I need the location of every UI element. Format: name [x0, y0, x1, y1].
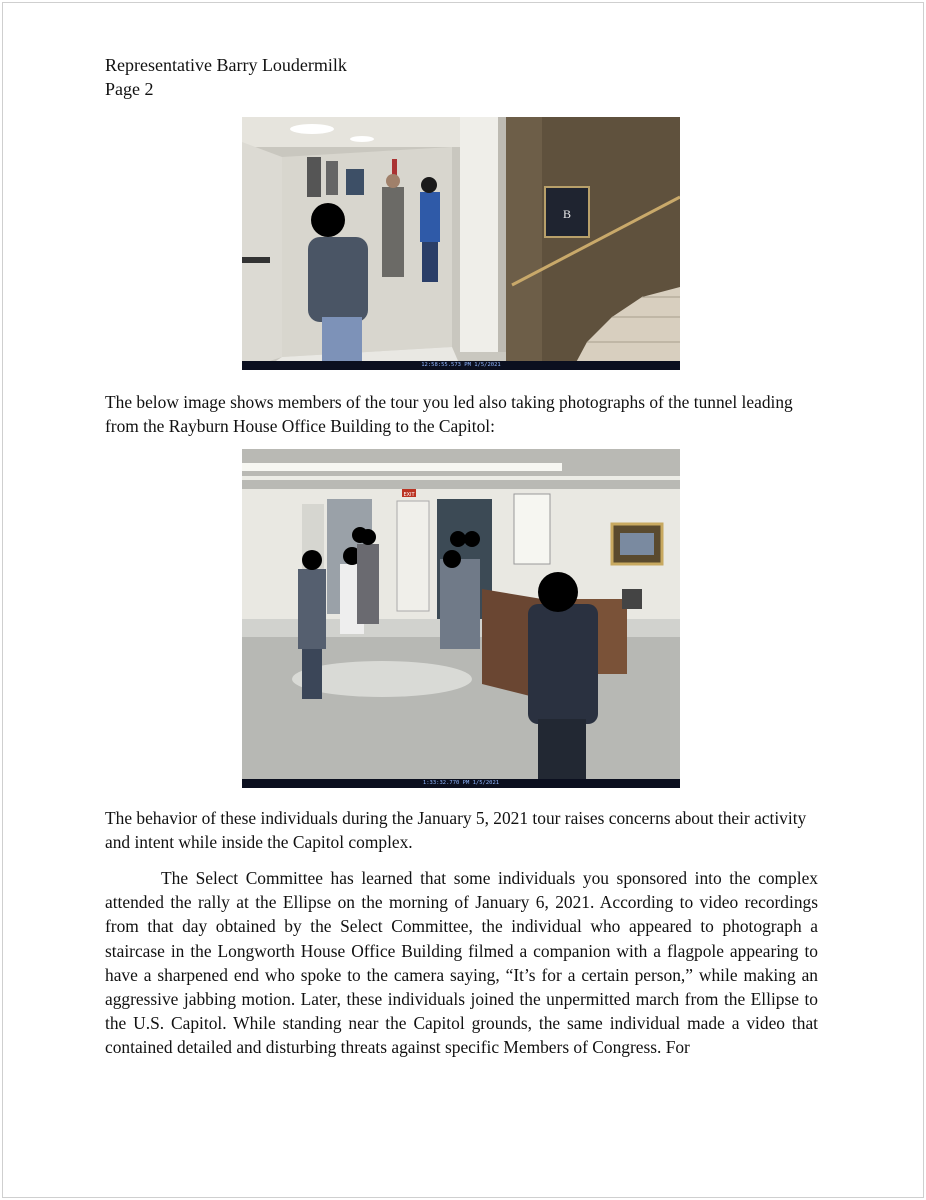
stairwell-sign-letter: B	[562, 207, 572, 221]
page-number: Page 2	[105, 79, 154, 99]
letter-header	[105, 53, 347, 101]
paragraph-select-committee-findings: The Select Committee has learned that some individuals you sponsored into the complex attended the rally at the Ellipse on the morning of January 6, 2021. According to video recordings from that day obtained by the Select Committee, the individual who appeared to photograph a staircase in the Longworth House Office Building filmed a companion with a flagpole appearing to have a sharpened end who spoke to the camera saying, “It’s for a certain person,” while making an aggressive jabbing motion. Later, these individuals joined the unpermitted march from the Ellipse to the U.S. Capitol. While standing near the Capitol grounds, the same individual made a video that contained detailed and disturbing threats against specific Members of Congress. For	[105, 868, 818, 1058]
surveillance-photo-staircase	[242, 117, 680, 370]
recipient-line: Representative Barry Loudermilk	[105, 55, 347, 75]
exit-sign: EXIT	[403, 492, 415, 498]
video-timestamp: 1:33:32.770 PM 1/5/2021	[242, 779, 680, 788]
paragraph-tunnel-intro: The below image shows members of the tour you led also taking photographs of the tunnel leading from the Rayburn House Office Building to the Capitol:	[105, 392, 793, 437]
paragraph-behavior-concerns: The behavior of these individuals during the January 5, 2021 tour raises concerns about their activity and intent while inside the Capitol complex.	[105, 808, 807, 853]
video-timestamp: 12:58:55.573 PM 1/5/2021	[242, 361, 680, 370]
surveillance-photo-tunnel	[242, 449, 680, 788]
